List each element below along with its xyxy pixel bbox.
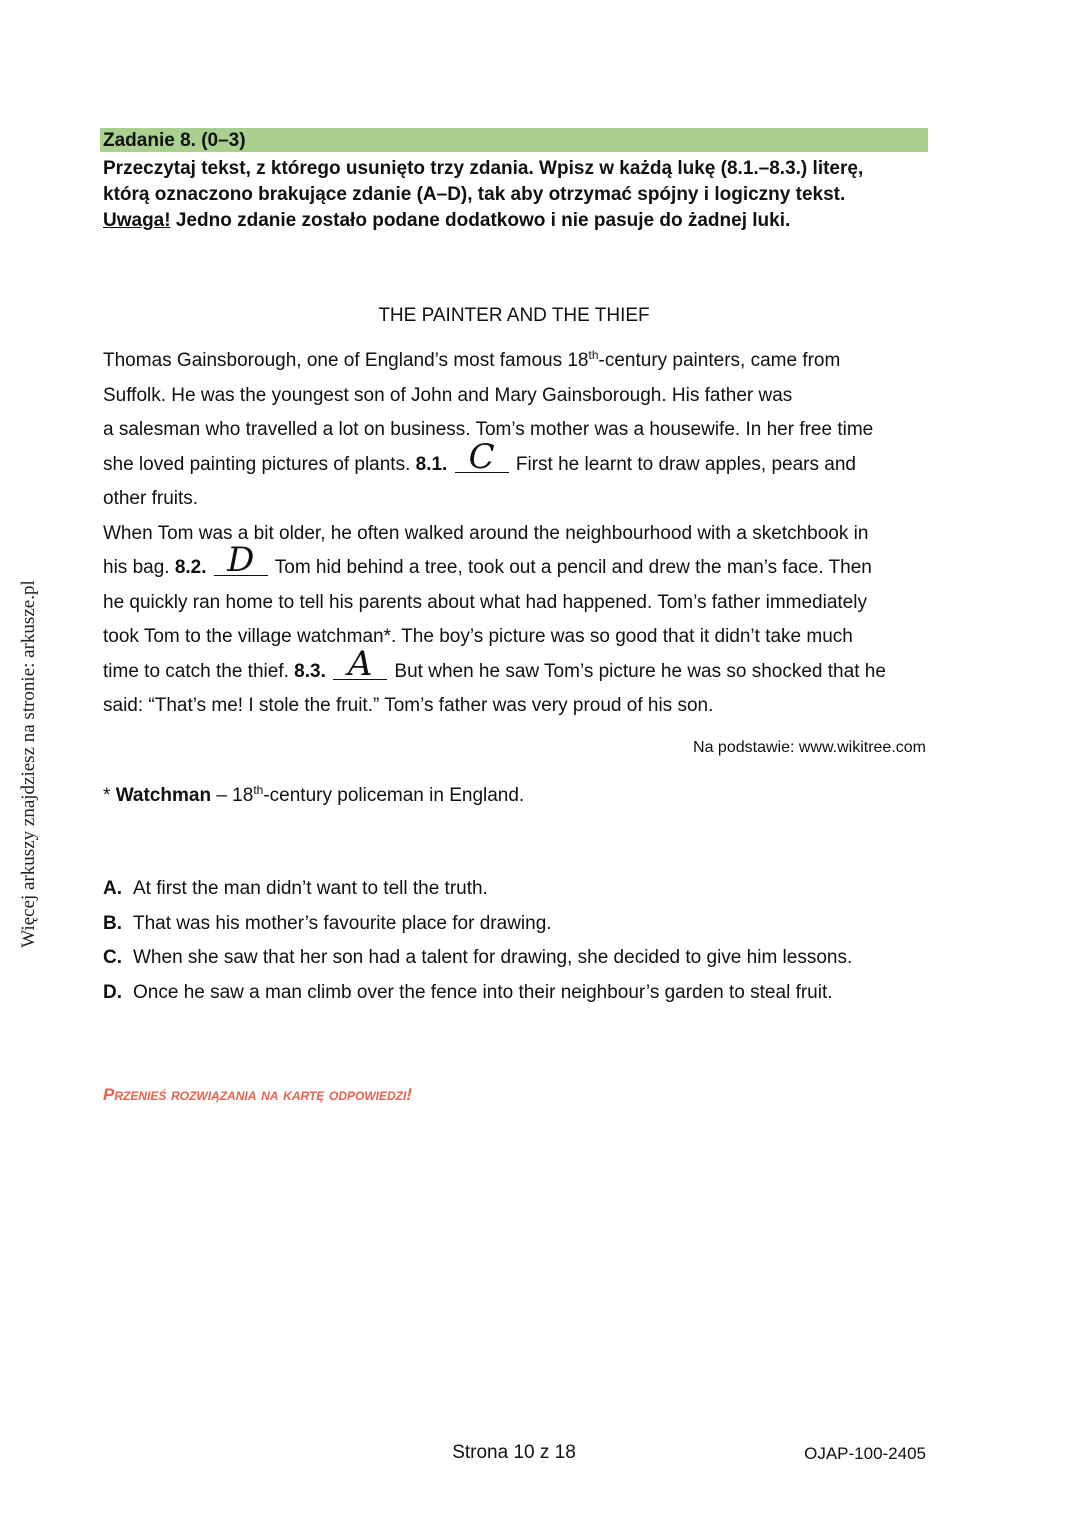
story-line: When Tom was a bit older, he often walked around the neighbourhood with a sketchbook in <box>103 522 869 544</box>
option-b <box>103 907 852 942</box>
page-number: Strona 10 z 18 <box>452 1442 576 1463</box>
gap-label-8-2: 8.2. <box>174 557 207 578</box>
task-instructions <box>103 156 933 234</box>
option-a <box>103 872 852 907</box>
side-watermark-text: Więcej arkuszy znajdziesz na stronie: arkusze.pl <box>18 580 39 948</box>
transfer-answers-note: Przenieś rozwiązania na kartę odpowiedzi! <box>103 1085 412 1104</box>
option-text: At first the man didn’t want to tell the truth. <box>133 878 488 899</box>
story-line: he quickly ran home to tell his parents about what had happened. Tom’s father immediately <box>103 591 867 613</box>
option-d <box>103 976 852 1011</box>
option-c <box>103 941 852 976</box>
superscript: th <box>588 348 599 362</box>
story-line: Suffolk. He was the youngest son of John and Mary Gainsborough. His father was <box>103 384 793 406</box>
story-line: time to catch the thief. 8.3. A But when he saw Tom’s picture he was so shocked that he <box>103 643 886 684</box>
story-line: she loved painting pictures of plants. 8.1. C First he learnt to draw apples, pears and <box>103 436 856 477</box>
option-text: Once he saw a man climb over the fence into their neighbour’s garden to steal fruit. <box>133 981 833 1003</box>
story-line: said: “That’s me! I stole the fruit.” Tom’s father was very proud of his son. <box>103 695 714 716</box>
gap-8-2[interactable] <box>214 540 268 580</box>
instruction-line: Przeczytaj tekst, z którego usunięto trzy zdania. Wpisz w każdą lukę (8.1.–8.3.) literę, <box>103 158 864 179</box>
story-text <box>103 344 943 724</box>
gap-8-1[interactable] <box>455 436 509 477</box>
gap-label-8-3: 8.3. <box>294 660 326 682</box>
instruction-line: którą oznaczono brakujące zdanie (A–D), tak aby otrzymać spójny i logiczny tekst. <box>103 184 846 205</box>
option-text: That was his mother’s favourite place for drawing. <box>133 912 552 934</box>
story-line: Thomas Gainsborough, one of England’s most famous 18th-century painters, came from <box>103 348 841 371</box>
option-letter: D. <box>103 981 122 1003</box>
option-letter: A. <box>103 878 122 899</box>
answer-options <box>103 872 852 1010</box>
option-letter: B. <box>103 912 122 934</box>
source-note: Na podstawie: www.wikitree.com <box>693 739 926 756</box>
instruction-note <box>103 208 933 234</box>
option-text: When she saw that her son had a talent for drawing, she decided to give him lessons. <box>133 947 853 968</box>
exam-code: OJAP-100-2405 <box>804 1444 926 1463</box>
story-line: took Tom to the village watchman*. The boy’s picture was so good that it didn’t take much <box>103 626 853 647</box>
handwritten-answer: D <box>227 540 255 580</box>
gap-8-3[interactable] <box>333 643 387 684</box>
story-line: his bag. 8.2. D Tom hid behind a tree, took out a pencil and drew the man’s face. Then <box>103 540 872 580</box>
superscript: th <box>253 783 264 797</box>
note-label: Uwaga! <box>103 210 171 231</box>
handwritten-answer: A <box>347 643 373 684</box>
story-line: a salesman who travelled a lot on business. Tom’s mother was a housewife. In her free time <box>103 419 874 440</box>
footnote-term: Watchman <box>115 785 212 806</box>
story-title: THE PAINTER AND THE THIEF <box>378 305 650 326</box>
gap-label-8-1: 8.1. <box>415 453 448 475</box>
handwritten-answer: C <box>468 436 495 477</box>
note-text: Jedno zdanie zostało podane dodatkowo i nie pasuje do żadnej luki. <box>170 210 791 231</box>
footnote: * Watchman – 18th-century policeman in England. <box>103 783 525 806</box>
story-line: other fruits. <box>103 488 199 509</box>
option-letter: C. <box>103 947 122 968</box>
task-title: Zadanie 8. (0–3) <box>103 130 246 151</box>
